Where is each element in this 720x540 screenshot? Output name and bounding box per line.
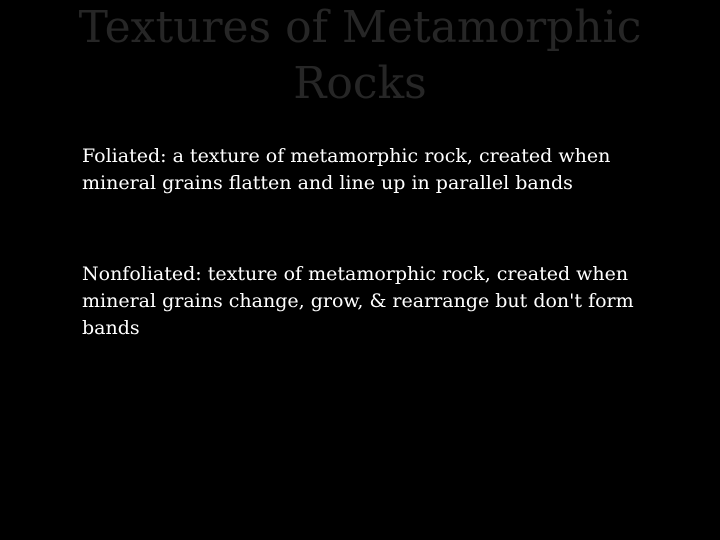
slide-title [40, 0, 680, 112]
term-nonfoliated: Nonfoliated [82, 263, 196, 285]
definition-separator: : [195, 263, 208, 285]
definition-text-foliated: a texture of metamorphic rock, created when mineral grains flatten and line up in parallel bands [82, 145, 611, 194]
definition-nonfoliated [82, 261, 682, 342]
definition-separator: : [160, 145, 173, 167]
term-foliated: Foliated [82, 145, 161, 167]
definition-foliated [82, 143, 682, 197]
slide-title-line-2: Rocks [293, 58, 427, 109]
slide-title-line-1: Textures of Metamorphic [78, 2, 642, 53]
definition-text-nonfoliated: texture of metamorphic rock, created when mineral grains change, grow, & rearrange but don't form bands [82, 263, 634, 339]
